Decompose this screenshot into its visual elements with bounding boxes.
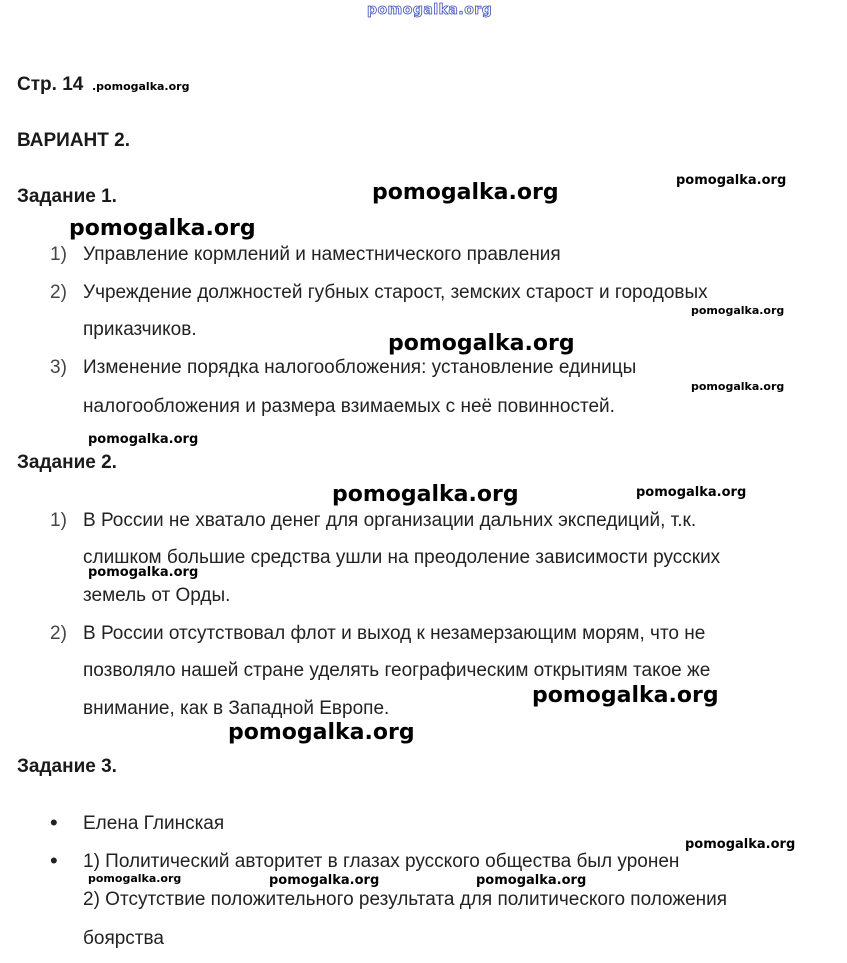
task2-item1-text-cont: слишком большие средства ушли на преодоление зависимости русских [83,547,721,568]
task1-item3-number: 3) [50,357,67,378]
task1-item1-text: Управление кормлений и наместнического правления [83,244,561,265]
task1-item2-text-cont: приказчиков. [83,319,197,340]
task2-item1-text: В России не хватало денег для организации дальних экспедиций, т.к. [83,510,697,531]
task2-item1-number: 1) [50,510,67,531]
watermark-top: pomogalka.org [367,2,493,18]
task3-title: Задание 3. [17,756,117,777]
task2-item2-text-cont: позволяло нашей стране уделять географическим открытиям такое же [83,660,711,681]
task1-item1-number: 1) [50,244,67,265]
task3-bullet2-text-cont2: боярства [83,928,164,949]
watermark-1: pomogalka.org [372,180,559,205]
task3-bullet1-marker: • [50,810,58,835]
task2-item2-text: В России отсутствовал флот и выход к незамерзающим морям, что не [83,623,706,644]
task1-title: Задание 1. [17,186,117,207]
task1-item3-text-cont: налогообложения и размера взимаемых с неё повинностей. [83,396,615,417]
watermark-3: pomogalka.org [69,216,256,241]
variant-heading: ВАРИАНТ 2. [17,130,130,151]
watermark-4: pomogalka.org [691,304,785,317]
page-ref: Стр. 14 [17,74,84,95]
task2-item1-text-cont2: земель от Орды. [83,585,231,606]
watermark-15: pomogalka.org [269,873,380,888]
task3-bullet2-text: 1) Политический авторитет в глазах русского общества был уронен [83,851,680,872]
watermark-9: pomogalka.org [636,485,747,500]
watermark-13: pomogalka.org [685,837,796,852]
task2-title: Задание 2. [17,452,117,473]
watermark-16: pomogalka.org [476,873,587,888]
watermark-7: pomogalka.org [88,432,199,447]
task3-bullet2-marker: • [50,848,58,873]
watermark-page-ref: .pomogalka.org [92,80,190,93]
watermark-5: pomogalka.org [388,331,575,356]
watermark-12: pomogalka.org [228,720,415,745]
watermark-6: pomogalka.org [691,380,785,393]
task3-bullet1-text: Елена Глинская [83,813,225,834]
task3-bullet2-text-cont: 2) Отсутствие положительного результата для политического положения [83,889,728,910]
task1-item2-text: Учреждение должностей губных старост, земских старост и городовых [83,282,708,303]
task1-item3-text: Изменение порядка налогообложения: установление единицы [83,357,637,378]
task1-item2-number: 2) [50,282,67,303]
task2-item2-number: 2) [50,623,67,644]
watermark-10: pomogalka.org [88,565,199,580]
watermark-14: pomogalka.org [88,872,182,885]
watermark-8: pomogalka.org [332,482,519,507]
watermark-11: pomogalka.org [532,683,719,708]
task2-item2-text-cont2: внимание, как в Западной Европе. [83,698,390,719]
watermark-2: pomogalka.org [676,173,787,188]
